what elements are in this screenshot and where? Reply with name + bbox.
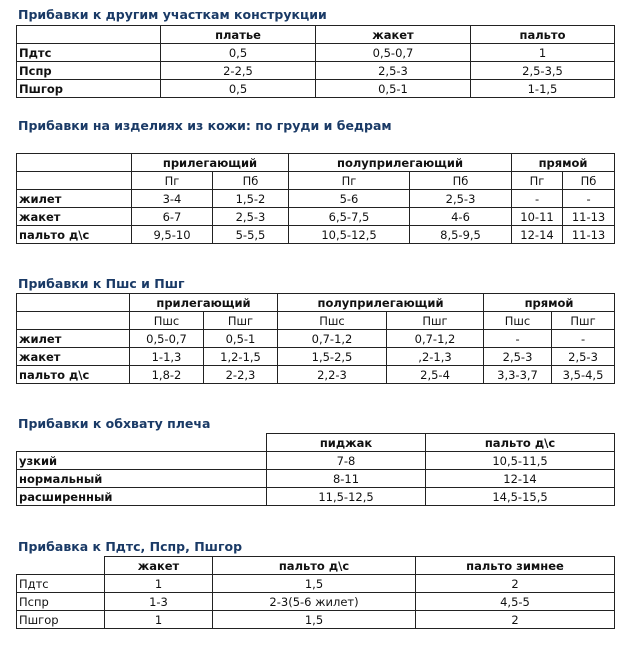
row-label: пальто д\с bbox=[17, 226, 132, 244]
row-label: жилет bbox=[17, 190, 132, 208]
table-cell: 1 bbox=[471, 44, 615, 62]
table-cell: 1,8-2 bbox=[130, 366, 204, 384]
table-cell: 2,5-4 bbox=[387, 366, 484, 384]
row-label: Пдтс bbox=[17, 44, 161, 62]
table-cell: 11-13 bbox=[563, 208, 615, 226]
table-shoulder bbox=[16, 433, 615, 506]
group-header-row bbox=[17, 294, 615, 312]
table-cell: 3-4 bbox=[132, 190, 213, 208]
table-cell: 8,5-9,5 bbox=[410, 226, 512, 244]
row-label: жакет bbox=[17, 208, 132, 226]
sub-header: Пшг bbox=[387, 312, 484, 330]
table-cell: 1 bbox=[105, 575, 213, 593]
table-row bbox=[17, 575, 615, 593]
table-row bbox=[17, 62, 615, 80]
group-header: прямой bbox=[484, 294, 615, 312]
table-cell: 10-11 bbox=[512, 208, 563, 226]
sub-header: Пшг bbox=[552, 312, 615, 330]
table-cell: 2,5-3 bbox=[213, 208, 289, 226]
table-cell: 11-13 bbox=[563, 226, 615, 244]
table-cell: - bbox=[552, 330, 615, 348]
table-cell: 2,2-3 bbox=[278, 366, 387, 384]
header-cell: пиджак bbox=[267, 434, 426, 452]
table-cell: 7-8 bbox=[267, 452, 426, 470]
table-cell: 1,5 bbox=[213, 611, 416, 629]
sub-header: Пб bbox=[213, 172, 289, 190]
row-label: жакет bbox=[17, 348, 130, 366]
table-cell: 0,5 bbox=[161, 44, 316, 62]
group-header-row bbox=[17, 154, 615, 172]
table-cell: 8-11 bbox=[267, 470, 426, 488]
table-cell: 1-3 bbox=[105, 593, 213, 611]
row-label: Пшгор bbox=[17, 80, 161, 98]
table-cell: 2 bbox=[416, 611, 615, 629]
table-cell: 2,5-3 bbox=[410, 190, 512, 208]
sub-header: Пг bbox=[512, 172, 563, 190]
table-cell: 1,5-2,5 bbox=[278, 348, 387, 366]
corner-cell bbox=[17, 294, 130, 312]
header-row bbox=[17, 434, 615, 452]
sub-header: Пшг bbox=[204, 312, 278, 330]
row-label: Пспр bbox=[17, 593, 105, 611]
section-title-leather: Прибавки на изделиях из кожи: по груди и бедрам bbox=[18, 118, 392, 133]
group-header: прилегающий bbox=[132, 154, 289, 172]
table-cell: 11,5-12,5 bbox=[267, 488, 426, 506]
row-label: расширенный bbox=[17, 488, 267, 506]
table-cell: 1,2-1,5 bbox=[204, 348, 278, 366]
table-cell: 1,5-2 bbox=[213, 190, 289, 208]
table-leather bbox=[16, 153, 615, 244]
header-cell: жакет bbox=[105, 557, 213, 575]
header-cell: пальто д\с bbox=[213, 557, 416, 575]
header-cell: пальто bbox=[471, 26, 615, 44]
table-row bbox=[17, 190, 615, 208]
table-cell: 12-14 bbox=[512, 226, 563, 244]
header-cell bbox=[17, 26, 161, 44]
header-cell: пальто зимнее bbox=[416, 557, 615, 575]
sub-header: Пшс bbox=[278, 312, 387, 330]
header-row bbox=[17, 557, 615, 575]
table-cell: 6,5-7,5 bbox=[289, 208, 410, 226]
table-cell: 2 bbox=[416, 575, 615, 593]
section-title-shoulder: Прибавки к обхвату плеча bbox=[18, 416, 211, 431]
corner-cell bbox=[17, 172, 132, 190]
row-label: Пдтс bbox=[17, 575, 105, 593]
table-cell: 2-2,3 bbox=[204, 366, 278, 384]
table-row bbox=[17, 593, 615, 611]
table-cell: 4,5-5 bbox=[416, 593, 615, 611]
table-pdts-pspr-pshgor bbox=[16, 556, 615, 629]
sub-header: Пшс bbox=[484, 312, 552, 330]
table-pshs-pshg bbox=[16, 293, 615, 384]
table-cell: 14,5-15,5 bbox=[426, 488, 615, 506]
row-label: пальто д\с bbox=[17, 366, 130, 384]
table-cell: 4-6 bbox=[410, 208, 512, 226]
table-row bbox=[17, 80, 615, 98]
table-cell: 6-7 bbox=[132, 208, 213, 226]
table-cell: 2,5-3 bbox=[316, 62, 471, 80]
table-row bbox=[17, 470, 615, 488]
sub-header: Пб bbox=[410, 172, 512, 190]
section-title-other-areas: Прибавки к другим участкам конструкции bbox=[18, 7, 327, 22]
table-other-areas bbox=[16, 25, 615, 98]
table-cell: 3,3-3,7 bbox=[484, 366, 552, 384]
sub-header-row bbox=[17, 172, 615, 190]
corner-cell bbox=[17, 434, 267, 452]
corner-cell bbox=[17, 557, 105, 575]
table-cell: 0,5 bbox=[161, 80, 316, 98]
group-header: прямой bbox=[512, 154, 615, 172]
table-row bbox=[17, 44, 615, 62]
table-row bbox=[17, 611, 615, 629]
sub-header: Пг bbox=[289, 172, 410, 190]
table-row bbox=[17, 348, 615, 366]
table-cell: 5-6 bbox=[289, 190, 410, 208]
table-cell: 9,5-10 bbox=[132, 226, 213, 244]
table-row bbox=[17, 208, 615, 226]
corner-cell bbox=[17, 312, 130, 330]
sub-header: Пг bbox=[132, 172, 213, 190]
group-header: полуприлегающий bbox=[289, 154, 512, 172]
table-cell: 10,5-11,5 bbox=[426, 452, 615, 470]
corner-cell bbox=[17, 154, 132, 172]
table-cell: 0,7-1,2 bbox=[387, 330, 484, 348]
table-cell: 12-14 bbox=[426, 470, 615, 488]
table-cell: 2,5-3 bbox=[484, 348, 552, 366]
header-cell: пальто д\с bbox=[426, 434, 615, 452]
table-row bbox=[17, 330, 615, 348]
row-label: нормальный bbox=[17, 470, 267, 488]
table-cell: 0,7-1,2 bbox=[278, 330, 387, 348]
sub-header: Пб bbox=[563, 172, 615, 190]
table-cell: 0,5-0,7 bbox=[316, 44, 471, 62]
table-cell: 10,5-12,5 bbox=[289, 226, 410, 244]
row-label: Пспр bbox=[17, 62, 161, 80]
section-title-pdts-pspr-pshgor: Прибавка к Пдтс, Пспр, Пшгор bbox=[18, 539, 243, 554]
group-header: прилегающий bbox=[130, 294, 278, 312]
table-row bbox=[17, 366, 615, 384]
table-cell: 1-1,3 bbox=[130, 348, 204, 366]
table-cell: 2,5-3,5 bbox=[471, 62, 615, 80]
table-row bbox=[17, 226, 615, 244]
table-cell: - bbox=[563, 190, 615, 208]
table-cell: ,2-1,3 bbox=[387, 348, 484, 366]
table-cell: 5-5,5 bbox=[213, 226, 289, 244]
table-cell: 0,5-1 bbox=[316, 80, 471, 98]
section-title-pshs-pshg: Прибавки к Пшс и Пшг bbox=[18, 276, 185, 291]
row-label: жилет bbox=[17, 330, 130, 348]
header-cell: платье bbox=[161, 26, 316, 44]
table-cell: 1 bbox=[105, 611, 213, 629]
table-row bbox=[17, 488, 615, 506]
table-cell: - bbox=[484, 330, 552, 348]
table-cell: 2-3(5-6 жилет) bbox=[213, 593, 416, 611]
table-row bbox=[17, 452, 615, 470]
row-label: узкий bbox=[17, 452, 267, 470]
table-cell: 2,5-3 bbox=[552, 348, 615, 366]
table-cell: - bbox=[512, 190, 563, 208]
group-header: полуприлегающий bbox=[278, 294, 484, 312]
table-cell: 3,5-4,5 bbox=[552, 366, 615, 384]
table-cell: 2-2,5 bbox=[161, 62, 316, 80]
table-cell: 0,5-0,7 bbox=[130, 330, 204, 348]
sub-header: Пшс bbox=[130, 312, 204, 330]
sub-header-row bbox=[17, 312, 615, 330]
header-cell: жакет bbox=[316, 26, 471, 44]
header-row bbox=[17, 26, 615, 44]
table-cell: 1,5 bbox=[213, 575, 416, 593]
row-label: Пшгор bbox=[17, 611, 105, 629]
table-cell: 1-1,5 bbox=[471, 80, 615, 98]
table-cell: 0,5-1 bbox=[204, 330, 278, 348]
